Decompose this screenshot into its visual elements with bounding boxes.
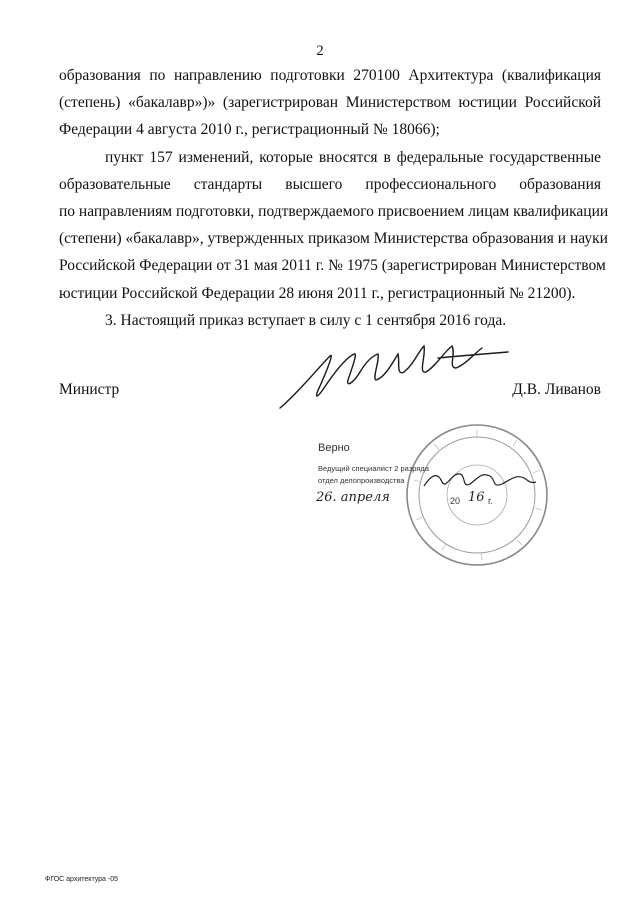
footer-label: ФГОС архитектура -05 [45,876,118,883]
text-line: юстиции Российской Федерации 28 июня 2011 г., регистрационный № 21200). [59,284,576,302]
text-line: Федерации 4 августа 2010 г., регистрационный № 18066); [59,121,440,139]
text-line: пункт 157 изменений, которые вносятся в федеральные государственные [105,148,601,166]
text-line: (степень) «бакалавр»)» (зарегистрирован Министерством юстиции Российской [59,94,601,112]
minister-title: Министр [59,381,120,398]
text-line: 3. Настоящий приказ вступает в силу с 1 сентября 2016 года. [105,311,507,329]
certification-stamp [310,430,570,560]
minister-name: Д.В. Ливанов [512,381,601,398]
text-line: по направлениям подготовки, подтверждаемого присвоением лицам квалификации [59,203,609,221]
paragraph-2 [59,144,609,307]
paragraph-3 [59,307,601,334]
document-body [59,62,609,334]
paragraph-1 [59,62,601,144]
stamp-year-suffix: г. [488,496,493,506]
stamp-position: Ведущий специалист 2 разряда [318,464,429,473]
stamp-year-printed: 20 [450,496,461,506]
text-line: Российской Федерации от 31 мая 2011 г. № 1975 (зарегистрирован Министерством [59,257,606,275]
stamp-date: 26. апреля [316,490,390,505]
stamp-verno: Верно [318,442,350,454]
text-line: образовательные стандарты высшего профессионального образования [59,175,601,193]
text-line: образования по направлению подготовки 270100 Архитектура (квалификация [59,67,601,84]
page-number: 2 [316,43,324,59]
stamp-year-handwritten: 16 [468,490,485,505]
text-line: (степени) «бакалавр», утвержденных приказом Министерства образования и науки [59,230,608,248]
minister-signature [268,338,518,418]
stamp-department: отдел делопроизводства [318,476,405,485]
